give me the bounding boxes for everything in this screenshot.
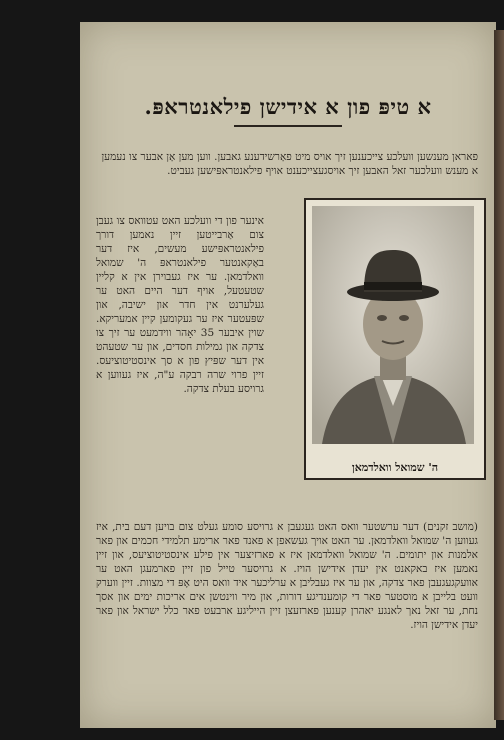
portrait-caption: ה' שמואל וואלדמאן — [351, 461, 439, 474]
article-column-text: אינער פון די וועלכע האט עטוואס צו געבן צום אַרבייטען זיין נאמען דורך פילאנטראפּישע מעשים, איז דער באַקאנטער פילאנטראפּ ה' שמואל וואלדמאן. ער איז געבוירן אין א קליין שטעטעל, אויף דער היים האט ער געלערנט אין חדר און ישיבה, און שפּעטער איז ער געקומען קיין אמעריקא. שוין איבער 35 יאָהר ווידמעט ער זיך צו צדקה און גמילות חסדים, און ער שטעהט אין דער שפּיץ פון א סך אינסטיטוציעס. זיין פרוי שרה רבקה ע"ה, איז געווען א גרויסע בעלת צדקה. — [96, 215, 264, 395]
article-body-text: (מושב זקנים) דער ערשטער וואס האט געגעבן א גרויסע סומע געלט צום בויען דעם בית, איז געווען ה' שמואל וואלדמאן. ער האט אויך געשאפן א פאנד פאר ארימע תלמידי חכמים און פאר אלמנות און יתומים. ה' שמואל וואלדמאן איז א פארזיצער אין פילע אינסטיטוציעס, און זיין נאמען איז באקאנט אין יעדן אידישן הויז. א גרויסער טייל פון זיין פארמעגן האט ער אוועקגעגעבן פאר צדקה, און ער איז געבליבן א ערליכער איד וואס היט אָפּ די מצוות. זיין ווערק וועט בלייבן א מוסטער פאר די קומענדיגע דורות, און מיר ווינטשן אים אריכות ימים און אסך נחת, ער זאל נאך לאנגע יאהרן קענען פארזעצן זיין הייליגע ארבעט פאר כלל ישראל און פאר יעדן אידישן הויז. — [96, 521, 478, 631]
portrait-photo — [312, 206, 474, 444]
article-title: א טיפּ פון א אידישן פילאנטראפּ. — [144, 94, 432, 119]
article-intro: פאראן מענשען וועלכע צייכענען זיך אויס מיט פאַרשידענע גאבען. ווען מען אַן אבער צו נעמען א מענש וועלכער זאל האבען זיך אויסגעצייכענט אויף פילאנטראפּישען געביט. — [101, 151, 478, 177]
magazine-page — [80, 22, 496, 728]
title-underline — [234, 125, 342, 127]
portrait-illustration — [312, 206, 474, 444]
portrait-frame — [304, 198, 486, 480]
next-page-edge — [494, 30, 504, 720]
